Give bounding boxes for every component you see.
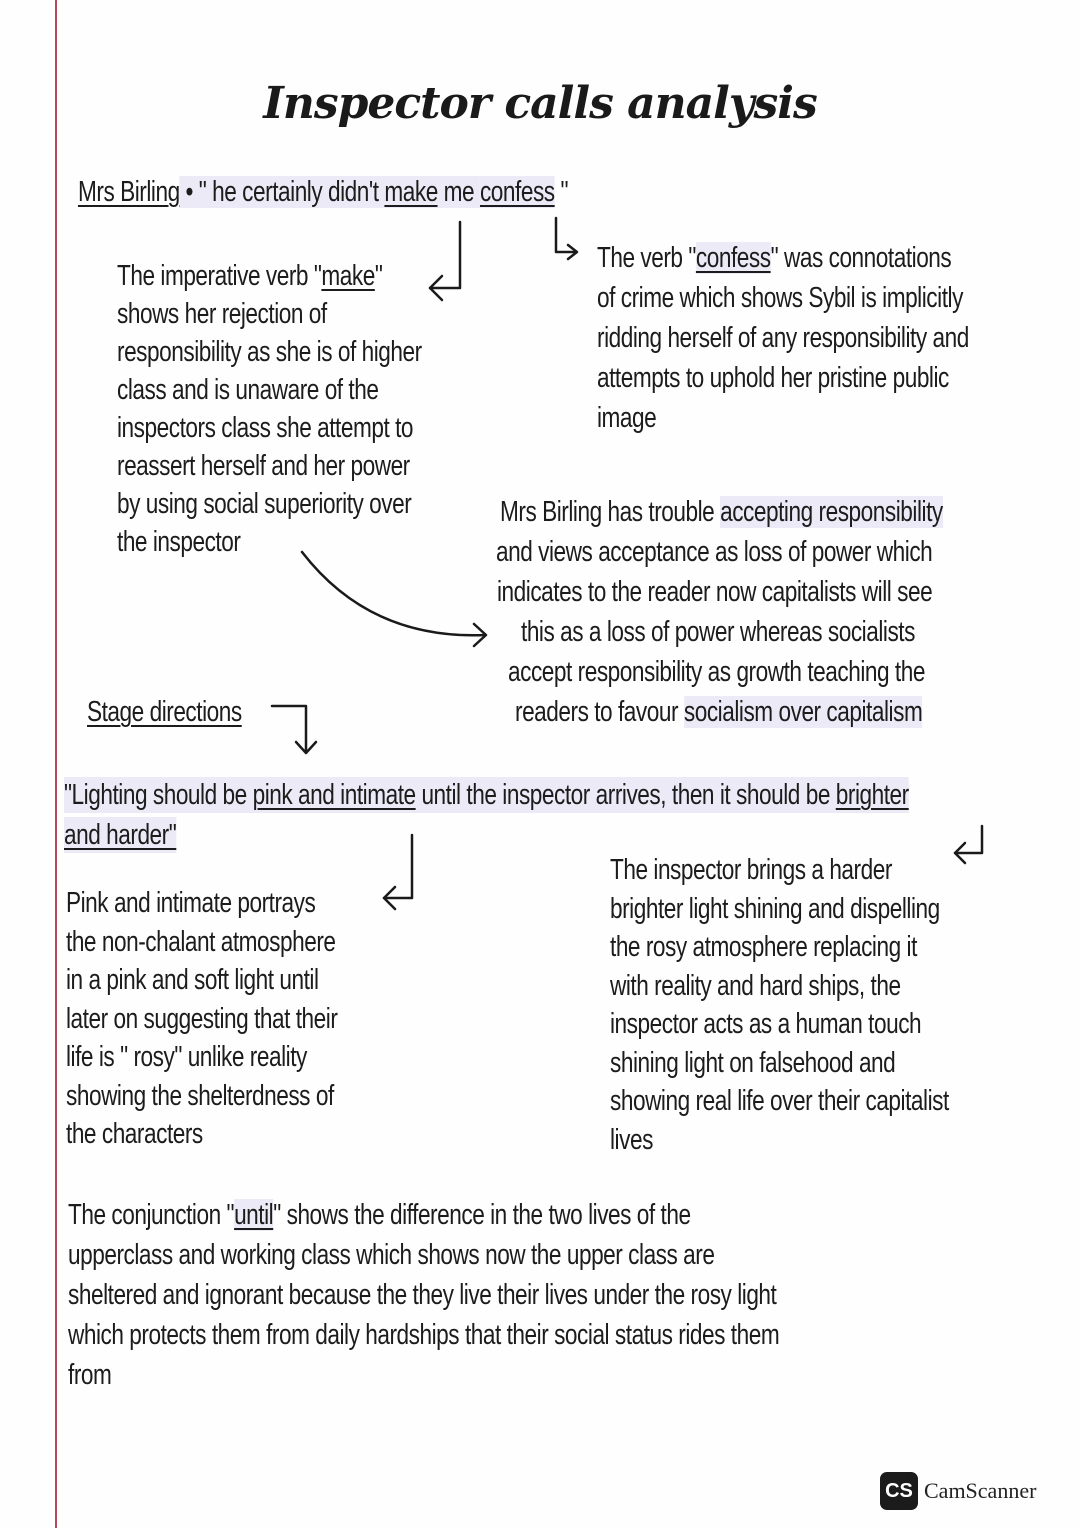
text-segment: " was connotations: [770, 242, 952, 274]
quote-word-confess: confess: [479, 176, 555, 208]
analysis-line: the rosy atmosphere replacing it: [610, 931, 917, 963]
text-segment: make: [321, 260, 375, 292]
text-segment: pink and intimate: [252, 779, 416, 811]
text-segment: socialism over capitalism: [683, 696, 923, 728]
analysis-line: shows her rejection of: [117, 298, 327, 330]
analysis-line: later on suggesting that their: [66, 1002, 338, 1035]
analysis-line: The inspector brings a harder: [610, 854, 892, 886]
arrow-confess-icon: [556, 218, 577, 259]
quote-text: me: [437, 176, 480, 208]
camscanner-watermark: [880, 1472, 1036, 1510]
text-segment: Mrs Birling has trouble: [500, 496, 721, 528]
analysis-line: with reality and hard ships, the: [610, 969, 901, 1002]
analysis-line: the inspector: [117, 526, 241, 558]
analysis-line: in a pink and soft light until: [66, 964, 319, 996]
text-segment: ": [374, 260, 383, 292]
text-segment: accepting responsibility: [720, 496, 943, 528]
arrow-stage-directions-icon: [272, 706, 316, 753]
analysis-line: showing real life over their capitalist: [610, 1085, 949, 1117]
analysis-line: shining light on falsehood and: [610, 1046, 896, 1079]
text-segment: The conjunction ": [68, 1199, 235, 1231]
analysis-line: life is " rosy" unlike reality: [66, 1041, 307, 1073]
analysis-line: brighter light shining and dispelling: [610, 892, 940, 925]
analysis-line: Pink and intimate portrays: [66, 887, 316, 919]
text-segment: until: [234, 1199, 274, 1231]
text-segment: The verb ": [597, 242, 696, 274]
analysis-line: from: [68, 1359, 112, 1391]
analysis-line: upperclass and working class which shows now the upper class are: [68, 1239, 715, 1271]
analysis-line: sheltered and ignorant because the they live their lives under the rosy light: [68, 1279, 777, 1311]
analysis-line: inspector acts as a human touch: [610, 1008, 922, 1040]
stage-directions-heading: Stage directions: [87, 696, 242, 728]
text-segment: confess: [695, 242, 771, 274]
analysis-line: lives: [610, 1123, 653, 1156]
analysis-line: attempts to uphold her pristine public: [597, 362, 949, 394]
page-title: Inspector calls analysis: [263, 78, 817, 129]
arrow-pink-icon: [384, 835, 412, 909]
arrow-make-icon: [430, 222, 460, 300]
camscanner-label: CamScanner: [924, 1478, 1037, 1503]
analysis-line: the non-chalant atmosphere: [66, 925, 336, 958]
analysis-line: showing the shelterdness of: [66, 1079, 334, 1112]
text-segment: " shows the difference in the two lives of the: [273, 1199, 691, 1231]
arrow-brighter-icon: [955, 826, 982, 863]
quote-word-make: make: [384, 176, 438, 208]
analysis-line: responsibility as she is of higher: [117, 336, 422, 368]
curved-arrow-icon: [302, 552, 486, 646]
analysis-line: of crime which shows Sybil is implicitly: [597, 282, 963, 314]
quote-text: ": [554, 176, 569, 208]
text-segment: brighter: [835, 779, 909, 811]
analysis-line: accept responsibility as growth teaching the: [508, 656, 925, 688]
text-segment: The imperative verb ": [117, 260, 322, 292]
analysis-line: reassert herself and her power: [117, 450, 410, 482]
analysis-line: ridding herself of any responsibility and: [597, 322, 969, 354]
analysis-line: image: [597, 402, 657, 434]
analysis-line: this as a loss of power whereas socialists: [521, 616, 915, 648]
speaker: Mrs Birling: [78, 176, 180, 208]
analysis-line: indicates to the reader now capitalists will see: [497, 576, 933, 608]
analysis-line: which protects them from daily hardships that their social status rides them: [68, 1319, 780, 1351]
analysis-line: the characters: [66, 1118, 203, 1150]
text-segment: readers to favour: [515, 696, 684, 728]
quote-text: • " he certainly didn't: [179, 176, 385, 208]
analysis-line: class and is unaware of the: [117, 374, 379, 406]
camscanner-logo-icon: CS: [880, 1472, 918, 1510]
analysis-line: and views acceptance as loss of power which: [496, 536, 933, 568]
analysis-line: inspectors class she attempt to: [117, 412, 414, 444]
text-segment: until the inspector arrives, then it should be: [415, 779, 836, 811]
analysis-line: by using social superiority over: [117, 488, 412, 520]
text-segment: "Lighting should be: [64, 779, 253, 811]
lighting-quote-line2: and harder": [64, 819, 177, 851]
